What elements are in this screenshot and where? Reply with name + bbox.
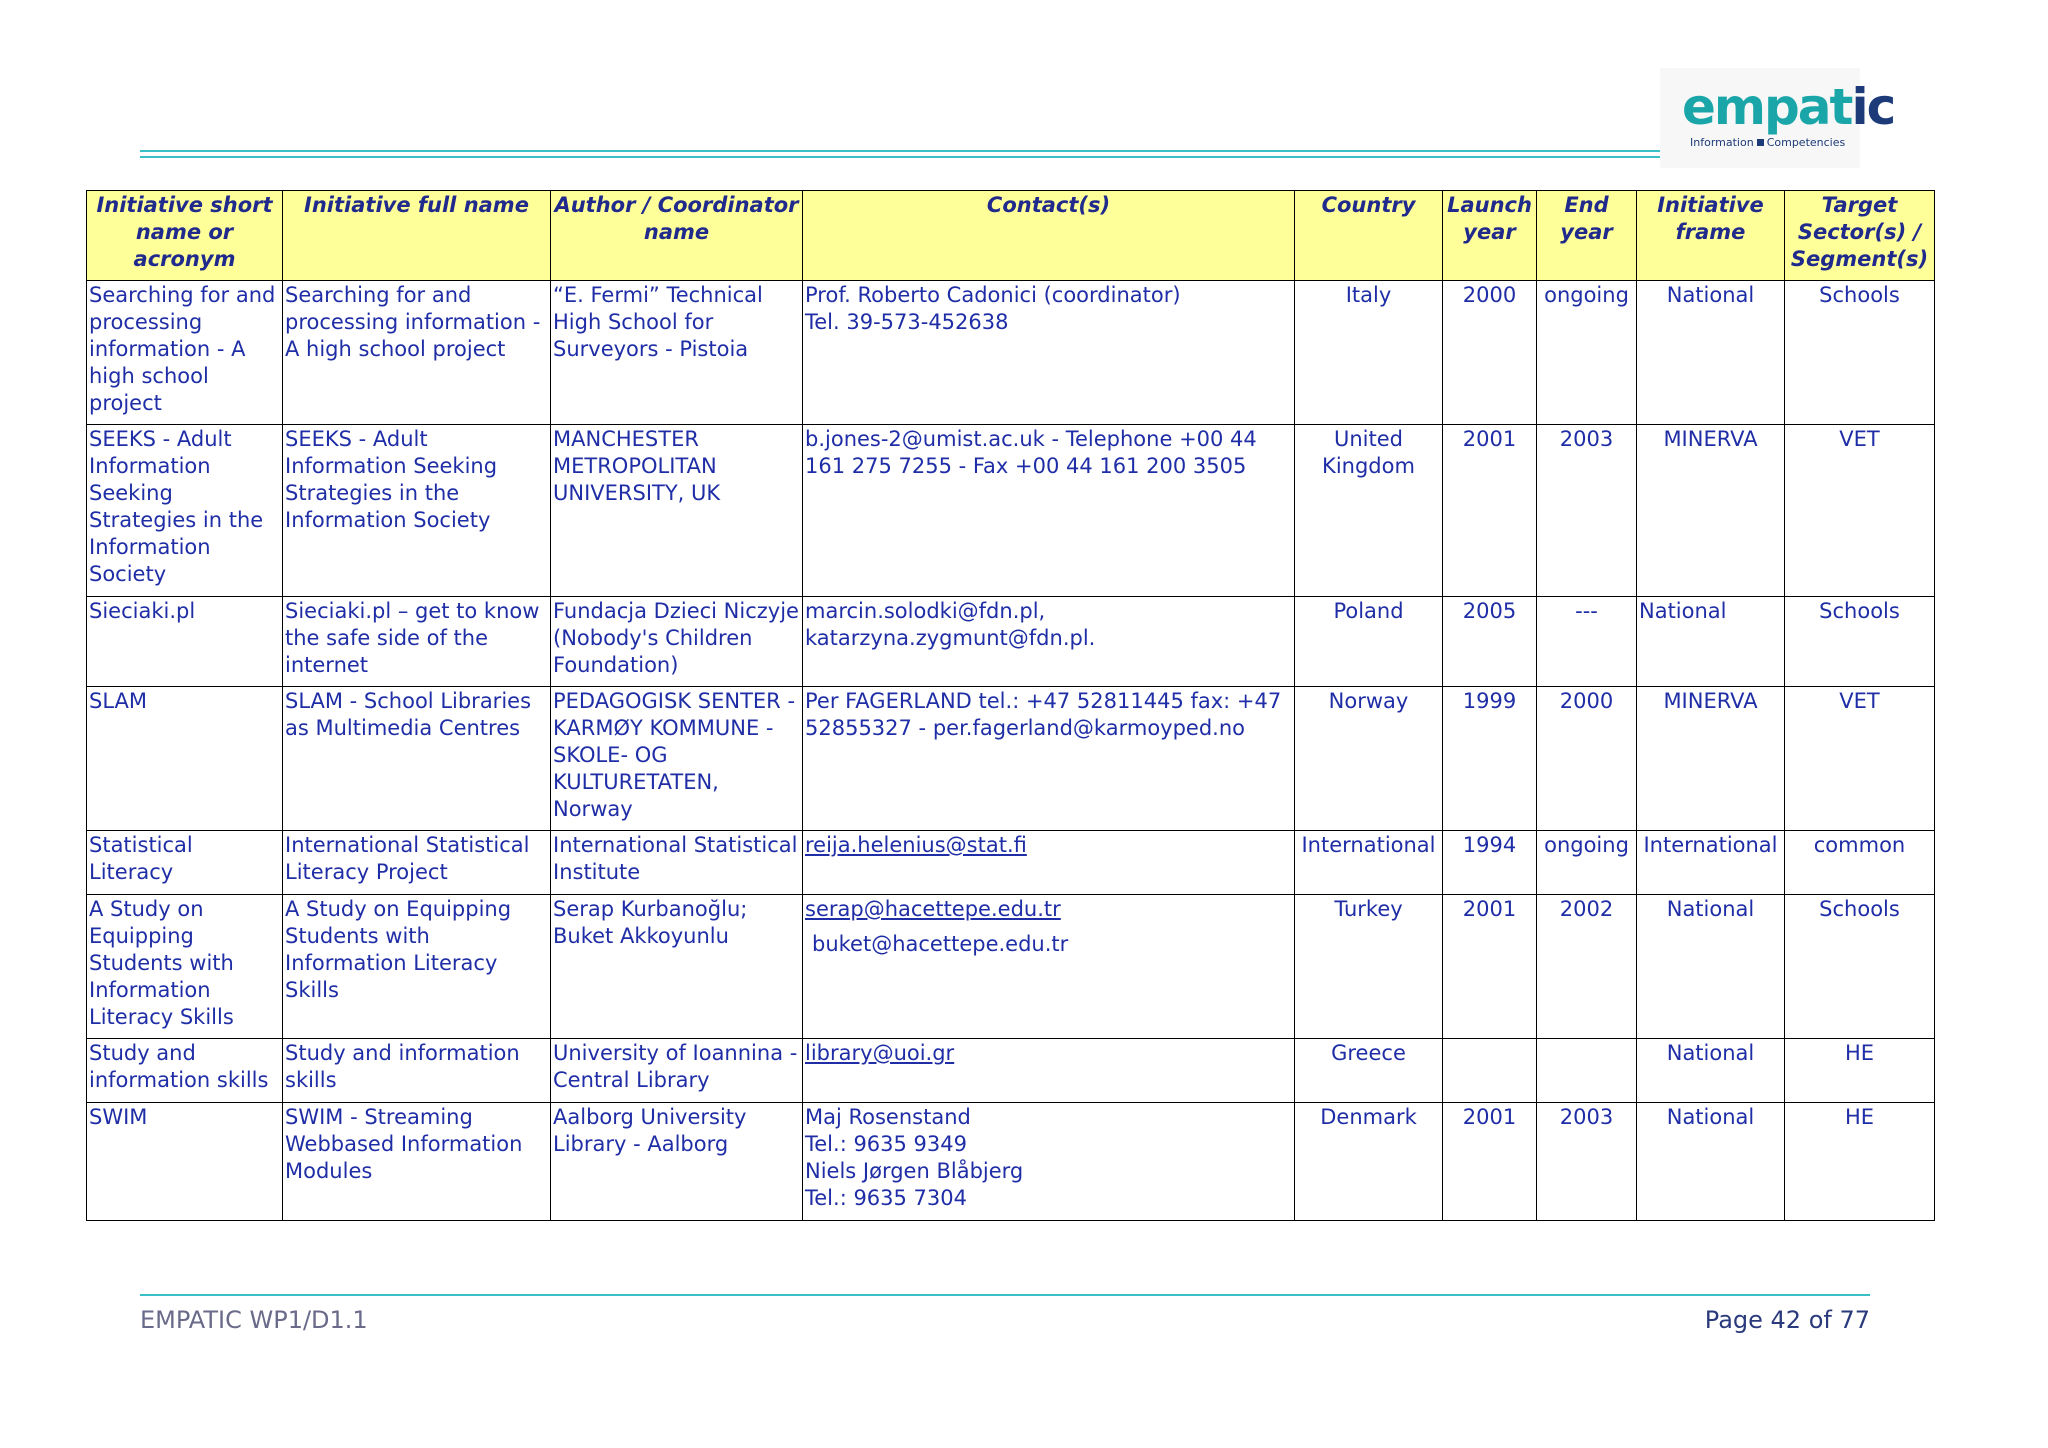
- logo-word-part1: empat: [1682, 78, 1852, 136]
- cell-author: International Statistical Institute: [551, 831, 803, 895]
- cell-frame: MINERVA: [1637, 687, 1785, 831]
- cell-end: 2003: [1537, 425, 1637, 597]
- contact-line: Prof. Roberto Cadonici (coordinator): [805, 283, 1181, 307]
- cell-target: HE: [1785, 1039, 1935, 1103]
- cell-launch: 2005: [1443, 597, 1537, 687]
- cell-full: Sieciaki.pl – get to know the safe side of the internet: [283, 597, 551, 687]
- header-country: Country: [1295, 191, 1443, 281]
- logo-tag-left: Information: [1690, 136, 1754, 149]
- cell-launch: 1999: [1443, 687, 1537, 831]
- cell-launch: 2001: [1443, 425, 1537, 597]
- cell-full: Study and information skills: [283, 1039, 551, 1103]
- contact-line: katarzyna.zygmunt@fdn.pl.: [805, 626, 1096, 650]
- table-header-row: [87, 191, 1935, 281]
- cell-short: Statistical Literacy: [87, 831, 283, 895]
- contact-line: Tel. 39-573-452638: [805, 310, 1009, 334]
- cell-contact: [803, 687, 1295, 831]
- cell-country: Greece: [1295, 1039, 1443, 1103]
- logo-tag-right: Competencies: [1766, 136, 1846, 149]
- contact-line: buket@hacettepe.edu.tr: [812, 932, 1069, 956]
- table-row: [87, 1103, 1935, 1221]
- cell-target: Schools: [1785, 597, 1935, 687]
- cell-short: SLAM: [87, 687, 283, 831]
- cell-short: SWIM: [87, 1103, 283, 1221]
- cell-launch: 1994: [1443, 831, 1537, 895]
- cell-country: Norway: [1295, 687, 1443, 831]
- cell-target: Schools: [1785, 895, 1935, 1039]
- header-author: Author / Coordinator name: [551, 191, 803, 281]
- header-target: Target Sector(s) / Segment(s): [1785, 191, 1935, 281]
- header-contacts: Contact(s): [803, 191, 1295, 281]
- header-short-name: Initiative short name or acronym: [87, 191, 283, 281]
- cell-frame: National: [1637, 895, 1785, 1039]
- cell-contact: [803, 1103, 1295, 1221]
- cell-full: SEEKS - Adult Information Seeking Strategies in the Information Society: [283, 425, 551, 597]
- cell-short: SEEKS - Adult Information Seeking Strategies in the Information Society: [87, 425, 283, 597]
- cell-end: 2002: [1537, 895, 1637, 1039]
- email-link[interactable]: serap@hacettepe.edu.tr: [805, 897, 1061, 921]
- cell-full: Searching for and processing information - A high school project: [283, 281, 551, 425]
- footer-doc-id: EMPATIC WP1/D1.1: [140, 1306, 368, 1334]
- cell-frame: National: [1637, 281, 1785, 425]
- cell-frame: National: [1637, 597, 1785, 687]
- footer-rule: [140, 1294, 1870, 1296]
- header-end-year: End year: [1537, 191, 1637, 281]
- cell-contact: [803, 597, 1295, 687]
- table-row: [87, 831, 1935, 895]
- cell-short: Sieciaki.pl: [87, 597, 283, 687]
- cell-target: VET: [1785, 425, 1935, 597]
- cell-country: Turkey: [1295, 895, 1443, 1039]
- cell-target: Schools: [1785, 281, 1935, 425]
- cell-target: VET: [1785, 687, 1935, 831]
- cell-frame: International: [1637, 831, 1785, 895]
- table-row: [87, 281, 1935, 425]
- cell-contact: [803, 425, 1295, 597]
- header-launch-year: Launch year: [1443, 191, 1537, 281]
- cell-full: SLAM - School Libraries as Multimedia Centres: [283, 687, 551, 831]
- contact-line: Maj Rosenstand: [805, 1105, 971, 1129]
- cell-short: A Study on Equipping Students with Information Literacy Skills: [87, 895, 283, 1039]
- cell-author: Aalborg University Library - Aalborg: [551, 1103, 803, 1221]
- cell-country: Italy: [1295, 281, 1443, 425]
- header-rule: [140, 150, 1668, 158]
- cell-country: Poland: [1295, 597, 1443, 687]
- logo-word-part2: ic: [1851, 78, 1895, 136]
- cell-country: International: [1295, 831, 1443, 895]
- cell-author: Fundacja Dzieci Niczyje (Nobody's Children Foundation): [551, 597, 803, 687]
- cell-contact: [803, 831, 1295, 895]
- cell-country: Denmark: [1295, 1103, 1443, 1221]
- cell-launch: 2000: [1443, 281, 1537, 425]
- cell-end: ongoing: [1537, 281, 1637, 425]
- header-frame: Initiative frame: [1637, 191, 1785, 281]
- initiatives-table: [86, 190, 1935, 1221]
- cell-end: 2000: [1537, 687, 1637, 831]
- cell-launch: 2001: [1443, 895, 1537, 1039]
- footer-page-number: Page 42 of 77: [1704, 1306, 1870, 1334]
- cell-full: SWIM - Streaming Webbased Information Modules: [283, 1103, 551, 1221]
- cell-author: “E. Fermi” Technical High School for Surveyors - Pistoia: [551, 281, 803, 425]
- contact-line: Tel.: 9635 9349: [805, 1132, 968, 1156]
- cell-target: HE: [1785, 1103, 1935, 1221]
- cell-full: International Statistical Literacy Project: [283, 831, 551, 895]
- contact-line: Per FAGERLAND tel.: +47 52811445 fax: +47 52855327 - per.fagerland@karmoyped.no: [805, 689, 1282, 740]
- cell-country: United Kingdom: [1295, 425, 1443, 597]
- cell-frame: MINERVA: [1637, 425, 1785, 597]
- header-full-name: Initiative full name: [283, 191, 551, 281]
- cell-end: ongoing: [1537, 831, 1637, 895]
- table-row: [87, 687, 1935, 831]
- cell-author: MANCHESTER METROPOLITAN UNIVERSITY, UK: [551, 425, 803, 597]
- cell-end: [1537, 1039, 1637, 1103]
- cell-launch: [1443, 1039, 1537, 1103]
- contact-line: marcin.solodki@fdn.pl,: [805, 599, 1046, 623]
- empatic-logo: [1660, 68, 1895, 168]
- table-row: [87, 597, 1935, 687]
- email-link[interactable]: reija.helenius@stat.fi: [805, 833, 1027, 857]
- cell-contact: [803, 1039, 1295, 1103]
- table-row: [87, 425, 1935, 597]
- cell-short: Searching for and processing information - A high school project: [87, 281, 283, 425]
- table-row: [87, 895, 1935, 1039]
- cell-contact: [803, 895, 1295, 1039]
- cell-frame: National: [1637, 1039, 1785, 1103]
- cell-target: common: [1785, 831, 1935, 895]
- cell-author: University of Ioannina - Central Library: [551, 1039, 803, 1103]
- cell-end: ---: [1537, 597, 1637, 687]
- cell-short: Study and information skills: [87, 1039, 283, 1103]
- cell-end: 2003: [1537, 1103, 1637, 1221]
- cell-author: Serap Kurbanoğlu; Buket Akkoyunlu: [551, 895, 803, 1039]
- cell-frame: National: [1637, 1103, 1785, 1221]
- contact-line: Tel.: 9635 7304: [805, 1186, 968, 1210]
- cell-contact: [803, 281, 1295, 425]
- cell-full: A Study on Equipping Students with Information Literacy Skills: [283, 895, 551, 1039]
- cell-author: PEDAGOGISK SENTER - KARMØY KOMMUNE - SKOLE- OG KULTURETATEN, Norway: [551, 687, 803, 831]
- cell-launch: 2001: [1443, 1103, 1537, 1221]
- contact-line: b.jones-2@umist.ac.uk - Telephone +00 44 161 275 7255 - Fax +00 44 161 200 3505: [805, 427, 1257, 478]
- table-row: [87, 1039, 1935, 1103]
- contact-line: Niels Jørgen Blåbjerg: [805, 1159, 1024, 1183]
- email-link[interactable]: library@uoi.gr: [805, 1041, 955, 1065]
